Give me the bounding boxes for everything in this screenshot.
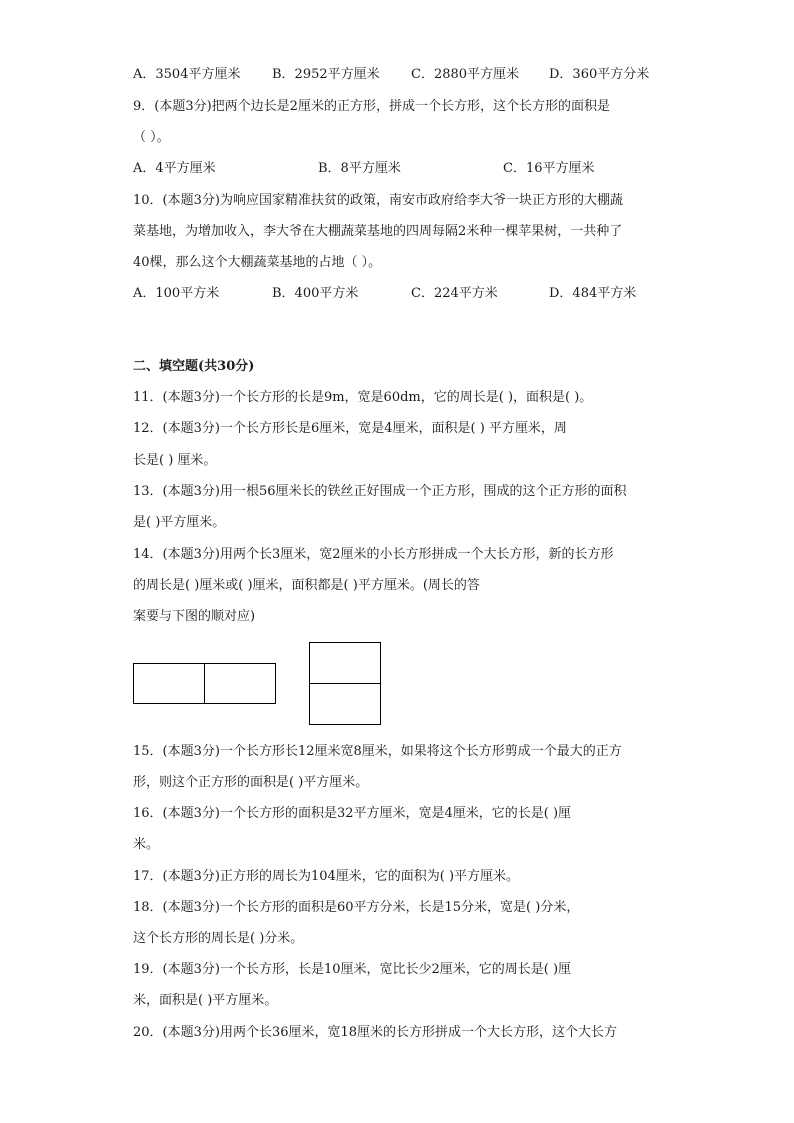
q10-option-a: A．100平方米 — [133, 286, 220, 301]
q13-line-1: 13．(本题3分)用一根56厘米长的铁丝正好围成一个正方形，围成的这个正方形的面积 — [133, 484, 627, 499]
q10-option-b: B．400平方米 — [272, 286, 359, 301]
q8-option-b: B．2952平方厘米 — [272, 67, 380, 82]
q9-line-2: （ ）。 — [133, 130, 170, 145]
q10-line-1: 10．(本题3分)为响应国家精准扶贫的政策，南安市政府给李大爷一块正方形的大棚蔬 — [133, 193, 623, 208]
q15-line-1: 15．(本题3分)一个长方形长12厘米宽8厘米，如果将这个长方形剪成一个最大的正方 — [133, 744, 622, 759]
q14-line-1: 14．(本题3分)用两个长3厘米，宽2厘米的小长方形拼成一个大长方形，新的长方形 — [133, 547, 614, 562]
q19-line-2: 米，面积是( )平方厘米。 — [133, 993, 278, 1008]
q8-option-a: A．3504平方厘米 — [133, 67, 241, 82]
q20-line: 20．(本题3分)用两个长36厘米，宽18厘米的长方形拼成一个大长方形，这个大长方 — [133, 1025, 618, 1040]
q18-line-1: 18．(本题3分)一个长方形的面积是60平方分米，长是15分米，宽是( )分米， — [133, 900, 580, 915]
q11-line: 11．(本题3分)一个长方形的长是9m，宽是60dm，它的周长是( )，面积是( )。 — [133, 390, 593, 405]
q9-option-b: B．8平方厘米 — [318, 161, 401, 176]
q10-line-3: 40棵，那么这个大棚蔬菜基地的占地（ ）。 — [133, 255, 382, 270]
q9-option-a: A．4平方厘米 — [133, 161, 216, 176]
q12-line-1: 12．(本题3分)一个长方形长是6厘米，宽是4厘米，面积是( ) 平方厘米，周 — [133, 421, 567, 436]
q8-option-c: C．2880平方厘米 — [411, 67, 520, 82]
q16-line-1: 16．(本题3分)一个长方形的面积是32平方厘米，宽是4厘米，它的长是( )厘 — [133, 806, 572, 821]
vertical-divider — [309, 683, 381, 684]
q18-line-2: 这个长方形的周长是( )分米。 — [133, 931, 304, 946]
q10-option-c: C．224平方米 — [411, 286, 498, 301]
q12-line-2: 长是( ) 厘米。 — [133, 453, 217, 468]
q16-line-2: 米。 — [133, 837, 160, 852]
q9-option-c: C．16平方厘米 — [503, 161, 595, 176]
q14-line-2: 的周长是( )厘米或( )厘米，面积都是( )平方厘米。(周长的答 — [133, 578, 480, 593]
q14-line-3: 案要与下图的顺对应) — [133, 609, 256, 624]
q15-line-2: 形，则这个正方形的面积是( )平方厘米。 — [133, 775, 369, 790]
horizontal-divider — [204, 663, 205, 704]
q13-line-2: 是( )平方厘米。 — [133, 515, 226, 530]
q17-line: 17．(本题3分)正方形的周长为104厘米，它的面积为( )平方厘米。 — [133, 869, 520, 884]
section-title: 二、填空题(共30分) — [133, 359, 255, 374]
q10-option-d: D．484平方米 — [549, 286, 637, 301]
q8-option-d: D．360平方分米 — [549, 67, 650, 82]
q19-line-1: 19．(本题3分)一个长方形，长是10厘米，宽比长少2厘米，它的周长是( )厘 — [133, 962, 572, 977]
q10-line-2: 菜基地，为增加收入，李大爷在大棚蔬菜基地的四周每隔2米种一棵苹果树，一共种了 — [133, 224, 623, 239]
q9-line-1: 9．(本题3分)把两个边长是2厘米的正方形，拼成一个长方形，这个长方形的面积是 — [133, 99, 610, 114]
